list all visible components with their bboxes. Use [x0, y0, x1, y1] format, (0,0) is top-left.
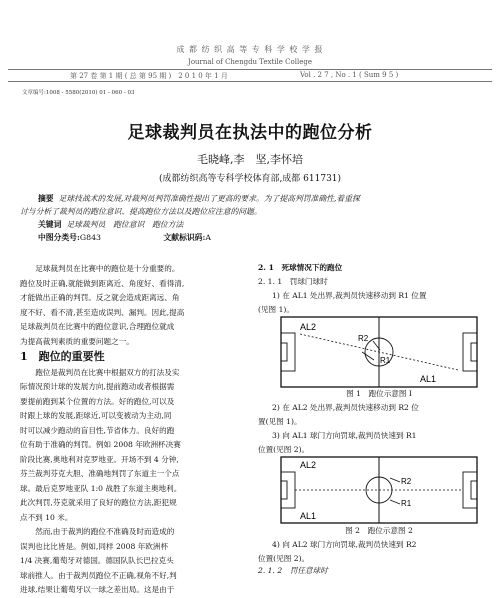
para2-line: 进球,结果让葡萄牙以一球之差出局。这是由于 — [20, 585, 175, 594]
intro-line: 足球裁判员在比赛中的跑位是十分重要的。 — [35, 264, 180, 273]
abstract — [20, 192, 483, 244]
keywords: 足球裁判员 跑位意识 跑位方法 — [66, 220, 184, 229]
para-r2-line-1: 2) 在 AL2 处出界,裁判员快速移动到 R2 位 — [272, 403, 419, 412]
intro-line: 足球裁判员在比赛中的跑位意识,合理跑位就成 — [20, 322, 175, 331]
para-r1-line-2: (见图 1)。 — [258, 305, 294, 314]
para1-line: 跑位是裁判员在比赛中根据双方的打法及实 — [35, 367, 180, 377]
left-column — [20, 262, 238, 598]
para2-line: 误判也比比皆是。例如,同样 2008 年欧洲杯 — [20, 541, 169, 551]
figure-2-caption: 图 2 跑位示意图 2 — [345, 526, 413, 535]
para1-line: 位有助于准确的判罚。例如 2008 年欧洲杯决赛 — [20, 440, 181, 449]
figure-2 — [280, 456, 478, 524]
section-1-heading: 1 跑位的重要性 — [20, 350, 105, 363]
para-r4-line-2: 位置(见图 2)。 — [258, 554, 310, 563]
intro-line: 才能做出正确的判罚。反之就会造成距离远、角 — [20, 293, 180, 302]
fig1-label-r1: R1 — [380, 356, 391, 365]
abstract-line-1 — [20, 192, 483, 205]
paper-title: 足球裁判员在执法中的跑位分析 — [127, 123, 373, 143]
header-rule-bottom — [8, 81, 492, 82]
fig2-label-r2: R2 — [401, 477, 412, 486]
doccode-value: A — [205, 233, 211, 242]
para1-line: 芬兰裁判芬克大胆、准确地判罚了东道主一个点 — [20, 469, 180, 478]
para1-line: 要提前跑到某个位置的方法。好的跑位,可以及 — [20, 396, 175, 406]
para-r3-line-1: 3) 向 AL1 球门方向罚球,裁判员快速到 R1 — [272, 431, 417, 440]
fig1-label-r2: R2 — [358, 334, 369, 343]
figure-1-caption: 图 1 跑位示意图 I — [346, 389, 412, 398]
clc-label: 中图分类号: — [38, 233, 80, 242]
section-2-1-heading: 2. 1 死球情况下的跑位 — [258, 263, 343, 272]
para-r1-line-1: 1) 在 AL1 处出界,裁判员快速移动到 R1 位置 — [272, 291, 427, 300]
keywords-line — [20, 218, 483, 231]
journal-name-en: Journal of Chengdu Textile College — [188, 58, 312, 66]
intro-line: 跑位及时正确,就能做到距离近、角度好、看得清, — [20, 278, 185, 288]
para-r3-line-2: 位置(见图 2)。 — [258, 445, 310, 454]
clc-value: G843 — [79, 233, 101, 242]
para1-line: 时可以减少跑动的盲目性,节省体力。良好的跑 — [20, 425, 175, 435]
keywords-label: 关键词 — [38, 220, 62, 229]
para2-line: 1/4 决赛,葡萄牙对德国。德国队队长巴拉克头 — [20, 556, 174, 565]
abstract-text-1: 足球技战术的发展,对裁判员判罚准确性提出了更高的要求。为了提高判罚准确性,着重探 — [58, 194, 360, 203]
issue-en: Vol . 2 7 , No . 1 ( Sum 9 5 ) — [300, 71, 399, 79]
journal-name-cn: 成 都 纺 织 高 等 专 科 学 校 学 报 — [176, 45, 324, 54]
section-2-1-2-heading: 2. 1. 2 罚任意球时 — [258, 566, 328, 575]
intro-line: 度不好、看不清,甚至造成误判、漏判。因此,提高 — [20, 307, 185, 317]
section-2-1-1-heading: 2. 1. 1 罚球门球时 — [258, 277, 328, 286]
figure-1 — [280, 316, 478, 388]
authors: 毛晓峰,李 坚,李怀培 — [197, 153, 303, 166]
issue-cn: 第 27 卷 第 1 期 ( 总 第 95 期 ) 2 0 1 0 年 1 月 — [70, 72, 228, 80]
abstract-label: 摘要 — [38, 194, 54, 203]
para1-line: 球。最后克罗地亚队 1:0 战胜了东道主奥地利。 — [20, 483, 182, 493]
para1-line: 点不到 10 米。 — [20, 512, 73, 522]
affiliation: (成都纺织高等专科学校体育部,成都 611731) — [158, 174, 342, 184]
para2-line: 然而,由于裁判的跑位不准确及时而造成的 — [35, 527, 175, 536]
para-r4-line-1: 4) 向 AL2 球门方向罚球,裁判员快速到 R2 — [272, 540, 417, 549]
doc-id: 文章编号:1008 - 5580(2010) 01 - 060 - 03 — [22, 90, 135, 96]
fig1-label-al2: AL2 — [300, 322, 317, 332]
para2-line: 球前推人。由于裁判员跑位不正确,视角不好,判 — [20, 570, 177, 580]
fig2-label-al2: AL2 — [300, 460, 317, 470]
intro-line: 为提高裁判素质的重要问题之一。 — [20, 336, 134, 346]
fig2-label-r1: R1 — [401, 499, 412, 508]
abstract-text-2: 讨与分析了裁判员的跑位意识、提高跑位方法以及跑位应注意的问题。 — [20, 207, 262, 216]
para1-line: 阶段比赛,奥地利对克罗地亚。开场不到 4 分钟, — [20, 454, 179, 464]
para1-line: 此次判罚,芬克就采用了良好的跑位方法,距犯规 — [20, 498, 177, 507]
fig1-label-al1: AL1 — [420, 374, 437, 384]
para-r2-line-2: 置(见图 1)。 — [258, 417, 302, 426]
para1-line: 际情况预计球的发展方向,提前跑动或者根据需 — [20, 382, 175, 391]
para1-line: 时跟上球的发展,距球近,可以变被动为主动,同 — [20, 411, 172, 420]
header-rule-top — [8, 69, 492, 70]
fig2-label-al1: AL1 — [300, 511, 317, 521]
doccode-label: 文献标识码: — [163, 233, 206, 242]
classification-line — [38, 231, 483, 244]
